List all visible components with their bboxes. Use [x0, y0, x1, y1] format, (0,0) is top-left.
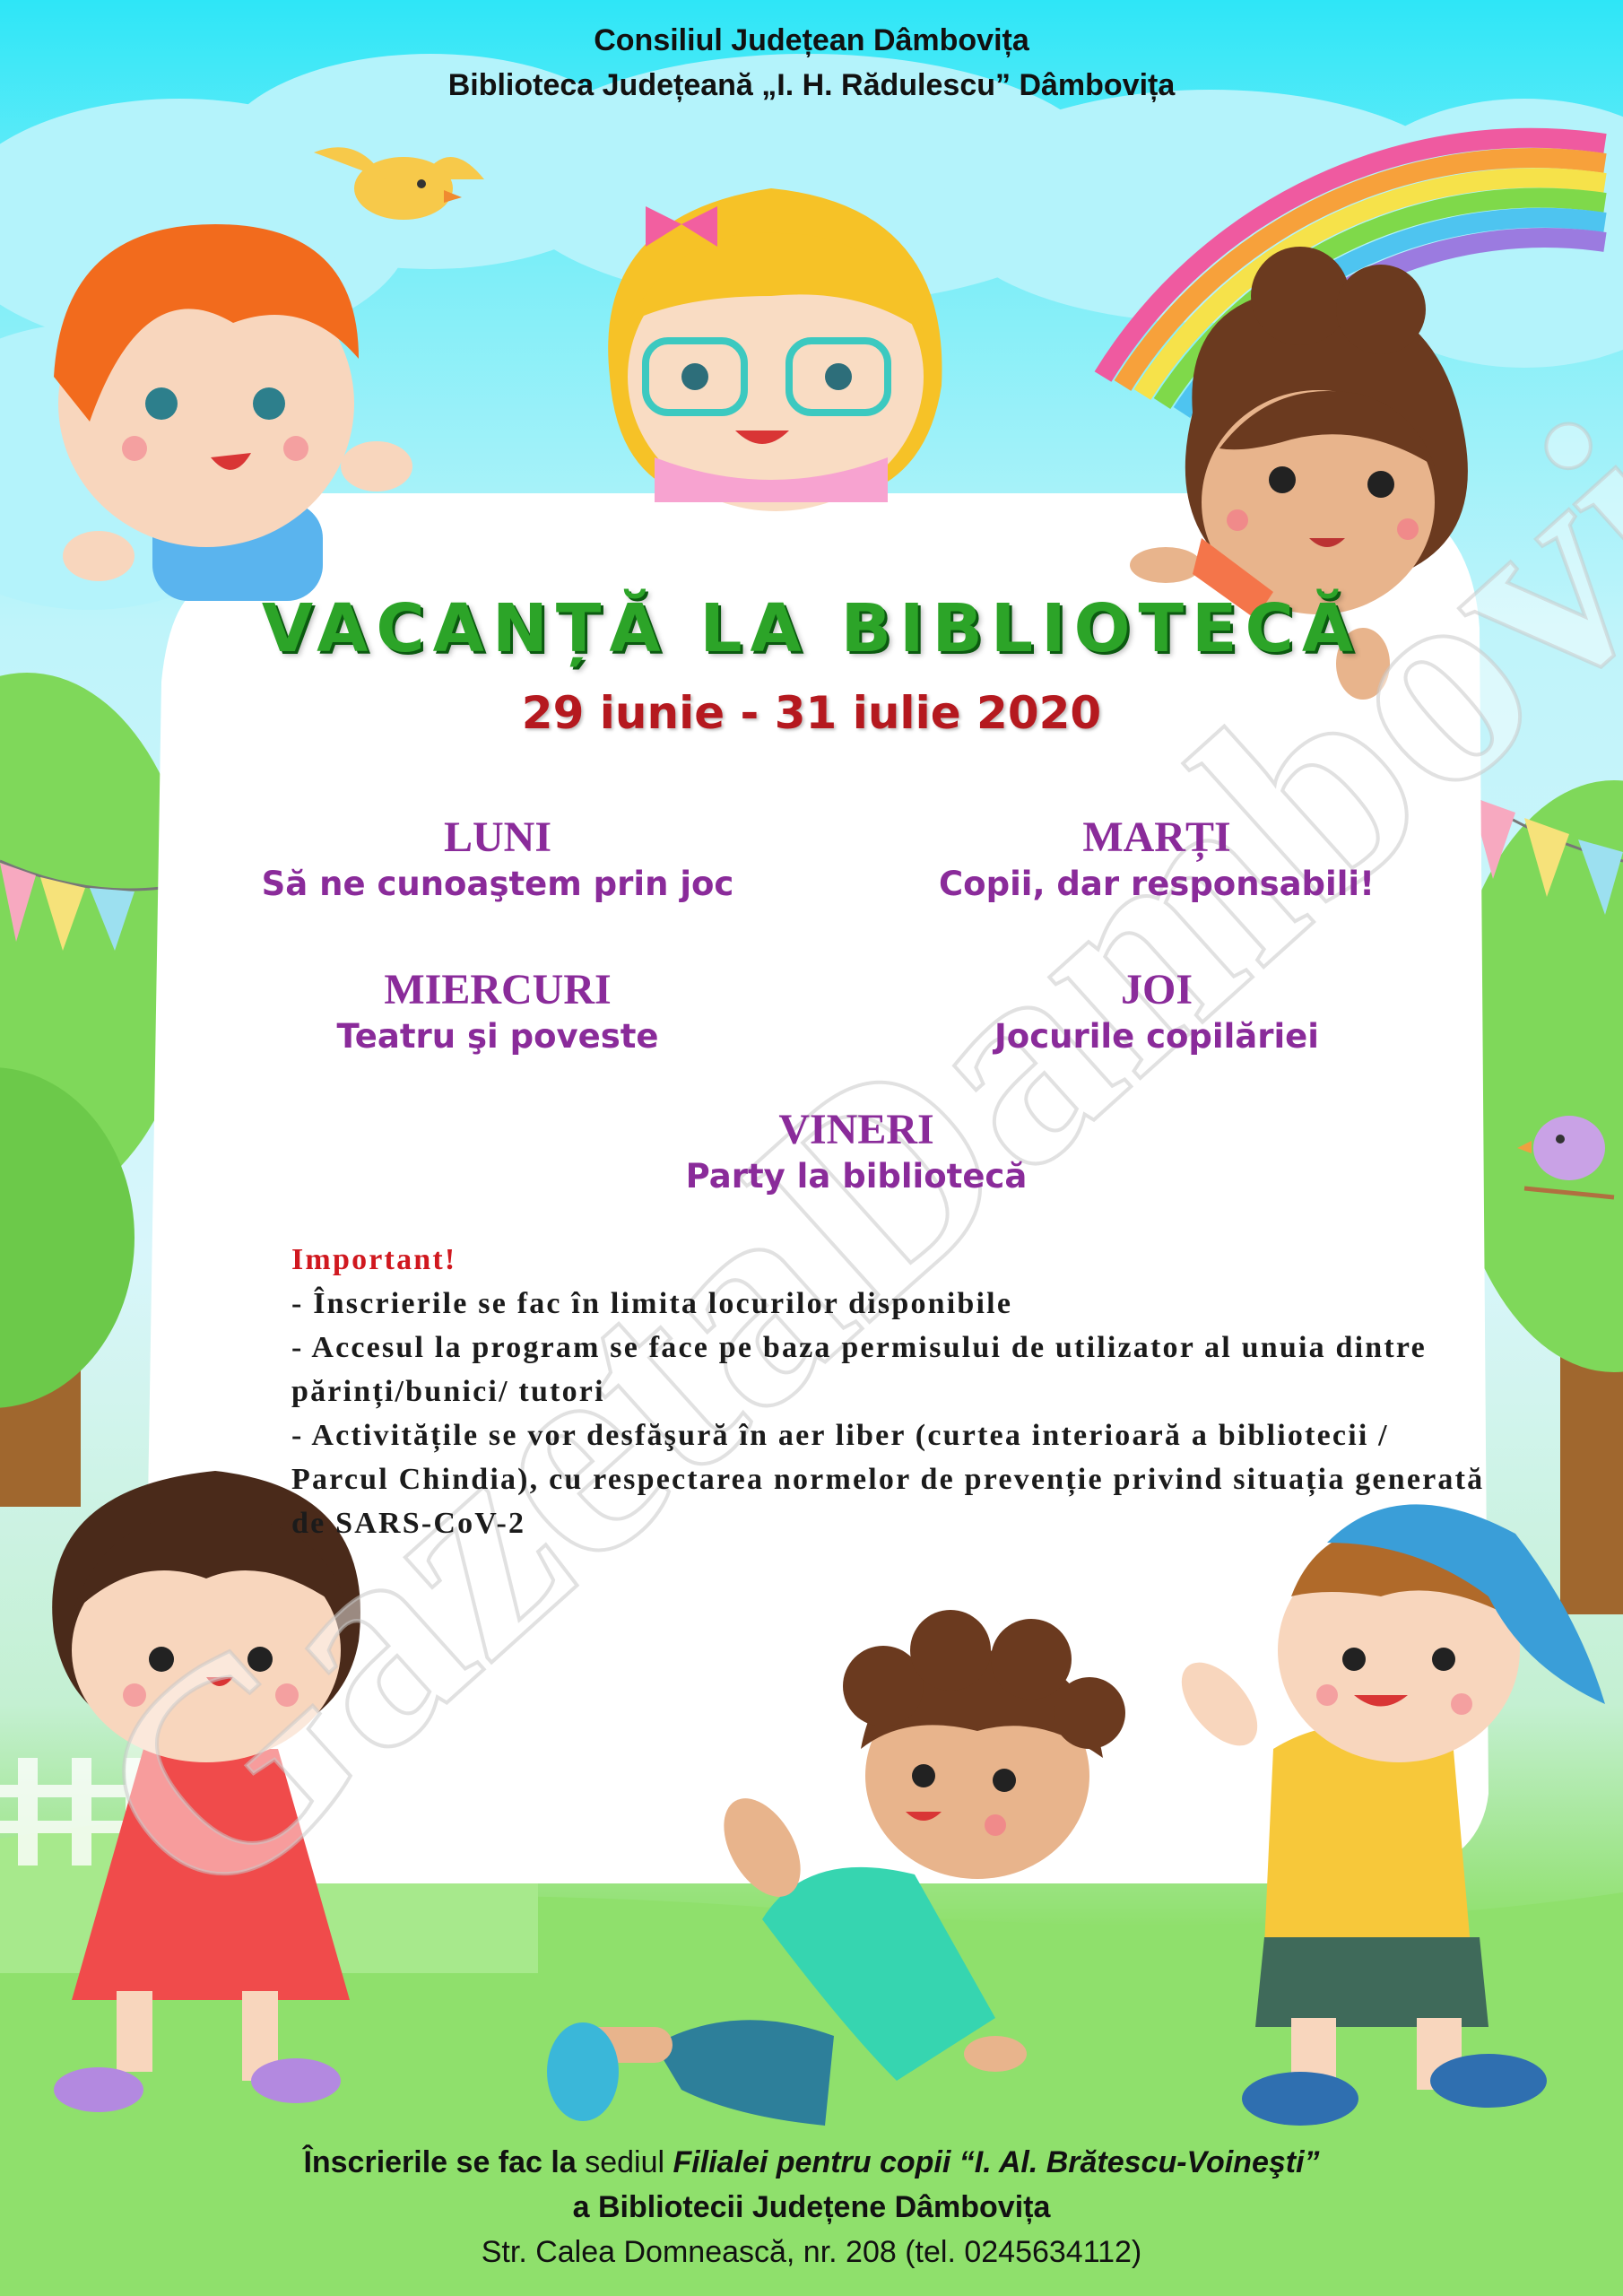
- footer-branch-name: Filialei pentru copii “I. Al. Brătescu-Voineşti”: [673, 2145, 1320, 2179]
- header-library: Biblioteca Județeană „I. H. Rădulescu” Dâmbovița: [447, 68, 1176, 102]
- footer-library: a Bibliotecii Județene Dâmbovița: [572, 2190, 1051, 2224]
- footer-address: Str. Calea Domnească, nr. 208 (tel. 0245634112): [481, 2235, 1142, 2269]
- schedule-tuesday: [816, 813, 1497, 906]
- footer-registration-mid: sediul: [576, 2145, 673, 2179]
- note-item: - Accesul la program se face pe baza permisului de utilizator al unuia dintre părinți/bunici/ tutori: [291, 1331, 1427, 1408]
- schedule-thursday: [816, 965, 1497, 1058]
- footer-registration: [0, 2145, 1623, 2180]
- day-name: VINERI: [778, 1106, 934, 1153]
- note-item: - Înscrierile se fac în limita locurilor disponibile: [291, 1287, 1013, 1320]
- footer-registration-lead: Înscrierile se fac la: [303, 2145, 577, 2179]
- day-name: JOI: [1120, 966, 1193, 1013]
- page-title: VACANȚĂ LA BIBLIOTECĂ: [261, 590, 1362, 667]
- day-name: MARȚI: [1082, 813, 1231, 861]
- day-activity: Party la bibliotecă: [685, 1157, 1028, 1196]
- schedule-friday: [516, 1105, 1197, 1198]
- note-item: - Activitățile se vor desfăşură în aer liber (curtea interioară a bibliotecii / Parcul Chindia), cu respectarea normelor de prevenție privind situația generată de SARS-CoV-2: [291, 1419, 1485, 1540]
- notes-heading: Important!: [291, 1243, 457, 1276]
- day-activity: Teatru şi poveste: [336, 1017, 659, 1056]
- day-activity: Jocurile copilăriei: [994, 1017, 1319, 1056]
- important-notes: [291, 1238, 1493, 1545]
- event-dates: 29 iunie - 31 iulie 2020: [521, 687, 1102, 739]
- schedule-wednesday: [157, 965, 838, 1058]
- day-name: LUNI: [443, 813, 552, 861]
- header-council: Consiliul Județean Dâmbovița: [594, 23, 1029, 57]
- day-activity: Să ne cunoaştem prin joc: [261, 865, 734, 903]
- day-name: MIERCURI: [384, 966, 612, 1013]
- kid-blonde-glasses: [608, 188, 942, 511]
- schedule-monday: [157, 813, 838, 906]
- day-activity: Copii, dar responsabili!: [939, 865, 1375, 903]
